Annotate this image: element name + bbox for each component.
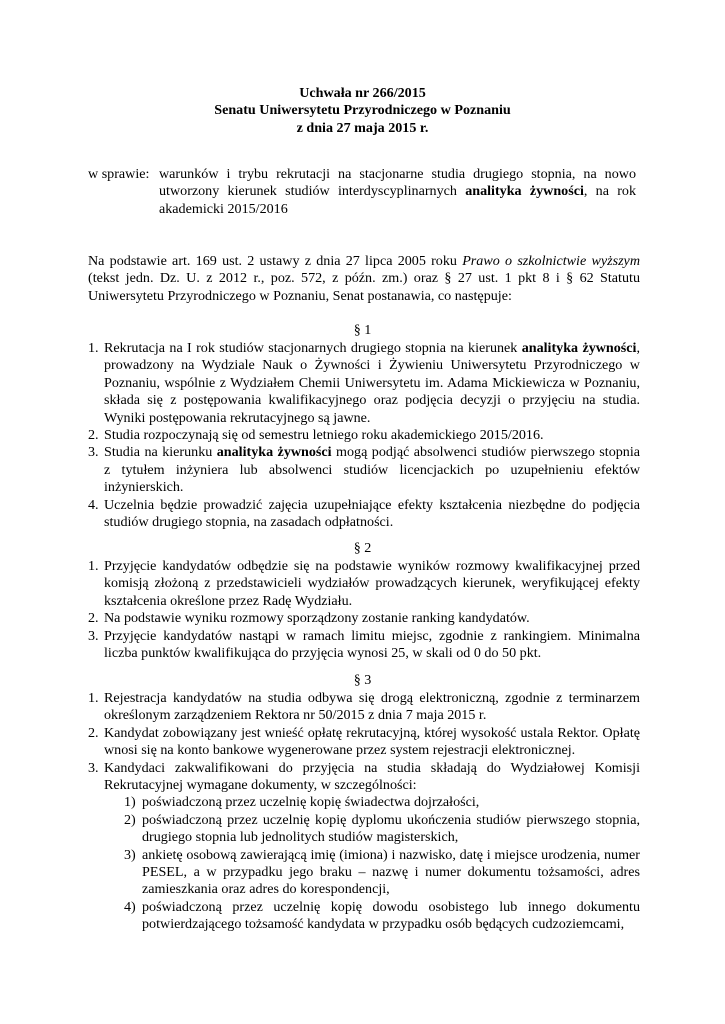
item-number: 2.	[88, 724, 99, 741]
list-item	[88, 628, 640, 663]
item-text: Przyjęcie kandydatów nastąpi w ramach limitu miejsc, zgodnie z rankingiem. Minimalna liczba punktów kwalifikująca do przyjęcia wynosi 25, w skali od 0 do 50 pkt.	[104, 627, 640, 662]
sub-item-text: poświadczoną przez uczelnię kopię dowodu osobistego lub innego dokumentu potwierdzającego tożsamość kandydata w przypadku osób będących cudzoziemcami,	[142, 898, 640, 933]
basis-before: Na podstawie art. 169 ust. 2 ustawy z dnia 27 lipca 2005 roku	[88, 253, 463, 269]
item-number: 4.	[88, 496, 99, 513]
list-item	[88, 558, 640, 610]
sub-list-item	[124, 812, 640, 847]
item-number: 2.	[88, 610, 99, 627]
basis-after: (tekst jedn. Dz. U. z 2012 r., poz. 572, z późn. zm.) oraz § 27 ust. 1 pkt 8 i § 62 Statutu Uniwersytetu Przyrodniczego w Poznaniu, Senat postanawia, co następuje:	[88, 270, 640, 304]
sub-list-item	[124, 899, 640, 934]
section-heading-3: § 3	[353, 672, 372, 688]
section-2-list	[88, 558, 640, 662]
item-number: 3.	[88, 627, 99, 644]
item-number: 2.	[88, 427, 99, 444]
list-item	[88, 610, 640, 627]
legal-basis-paragraph	[88, 253, 640, 305]
item-text: Na podstawie wyniku rozmowy sporządzony zostanie ranking kandydatów.	[104, 610, 530, 627]
item-text: , prowadzony na Wydziale Nauk o Żywności i Żywieniu Uniwersytetu Przyrodniczego w Poznaniu, wspólnie z Wydziałem Chemii Uniwersytetu im. Adama Mickiewicza w Poznaniu, składa się z postępowania kwalifikacyjnego oraz podjęcia decyzji o przyjęciu na studia. Wyniki postępowania rekrutacyjnego są jawne.	[104, 340, 640, 426]
item-text: Rekrutacja na I rok studiów stacjonarnych drugiego stopnia na kierunek	[104, 340, 522, 356]
required-documents-list	[124, 794, 640, 933]
list-item	[88, 427, 640, 444]
section-heading-2: § 2	[353, 540, 372, 556]
section-heading-1: § 1	[353, 322, 372, 338]
item-number: 3.	[88, 444, 99, 461]
list-item	[88, 725, 640, 760]
item-text: Studia rozpoczynają się od semestru letniego roku akademickiego 2015/2016.	[104, 427, 544, 444]
item-program-name: analityka żywności	[216, 444, 332, 461]
subject-program-name: analityka żywności	[465, 183, 584, 200]
item-text: Rejestracja kandydatów na studia odbywa się drogą elektroniczną, zgodnie z terminarzem określonym zarządzeniem Rektora nr 50/2015 z dnia 7 maja 2015 r.	[104, 690, 640, 724]
title-line-senate: Senatu Uniwersytetu Przyrodniczego w Poznaniu	[214, 102, 511, 119]
item-text: mogą podjąć absolwenci studiów pierwszego stopnia z tytułem inżyniera lub absolwenci studiów licencjackich po uzupełnieniu efektów inżynierskich.	[104, 444, 641, 496]
item-number: 1.	[88, 690, 99, 706]
item-text: Kandydaci zakwalifikowani do przyjęcia na studia składają do Wydziałowej Komisji Rekrutacyjnej wymagane dokumenty, w szczególności:	[104, 759, 640, 794]
list-item	[88, 497, 640, 532]
section-3-list	[88, 690, 640, 934]
item-program-name: analityka żywności	[521, 340, 637, 356]
basis-act-title: Prawo o szkolnictwie wyższym	[462, 253, 640, 269]
title-line-number: Uchwała nr 266/2015	[299, 85, 426, 101]
subject-label: w sprawie:	[88, 166, 150, 182]
sub-item-number: 1)	[124, 794, 136, 811]
item-text: Studia na kierunku	[104, 444, 217, 461]
subject-block	[88, 166, 636, 218]
list-item	[88, 444, 640, 496]
subject-text-before: warunków i trybu rekrutacji na stacjonarne studia drugiego stopnia, na nowo utworzony kierunek studiów interdyscyplinarnych	[159, 166, 636, 200]
list-item	[88, 340, 640, 427]
sub-item-text: poświadczoną przez uczelnię kopię świadectwa dojrzałości,	[142, 794, 480, 811]
sub-list-item	[124, 847, 640, 899]
title-line-date: z dnia 27 maja 2015 r.	[296, 119, 429, 136]
item-text: Uczelnia będzie prowadzić zajęcia uzupełniające efekty kształcenia niezbędne do podjęcia studiów drugiego stopnia, na zasadach odpłatności.	[104, 496, 640, 531]
item-number: 1.	[88, 558, 99, 574]
item-number: 1.	[88, 340, 99, 356]
sub-item-text: poświadczoną przez uczelnię kopię dyplomu ukończenia studiów pierwszego stopnia, drugiego stopnia lub jednolitych studiów magisterskich,	[142, 811, 640, 846]
sub-item-number: 3)	[124, 846, 136, 863]
item-number: 3.	[88, 759, 99, 776]
sub-list-item	[124, 794, 640, 811]
list-item	[88, 690, 640, 725]
sub-item-text: ankietę osobową zawierającą imię (imiona) i nazwisko, datę i miejsce urodzenia, numer PESEL, a w przypadku jego braku – nazwę i numer dokumentu tożsamości, adres zamieszkania oraz adres do korespondencji,	[142, 846, 640, 898]
list-item	[88, 760, 640, 934]
item-text: Przyjęcie kandydatów odbędzie się na podstawie wyników rozmowy kwalifikacyjnej przed komisją złożoną z przedstawicieli wydziałów prowadzących kierunek, weryfikującej efekty kształcenia określone przez Radę Wydziału.	[104, 558, 640, 609]
resolution-title	[0, 85, 725, 137]
subject-text-after: , na rok akademicki 2015/2016	[159, 183, 636, 217]
sub-item-number: 2)	[124, 811, 136, 828]
section-1-list	[88, 340, 640, 531]
subject-text	[159, 166, 636, 218]
sub-item-number: 4)	[124, 898, 136, 915]
item-text: Kandydat zobowiązany jest wnieść opłatę rekrutacyjną, której wysokość ustala Rektor. Opłatę wnosi się na konto bankowe wygenerowane przez system rejestracji elektronicznej.	[104, 724, 640, 759]
